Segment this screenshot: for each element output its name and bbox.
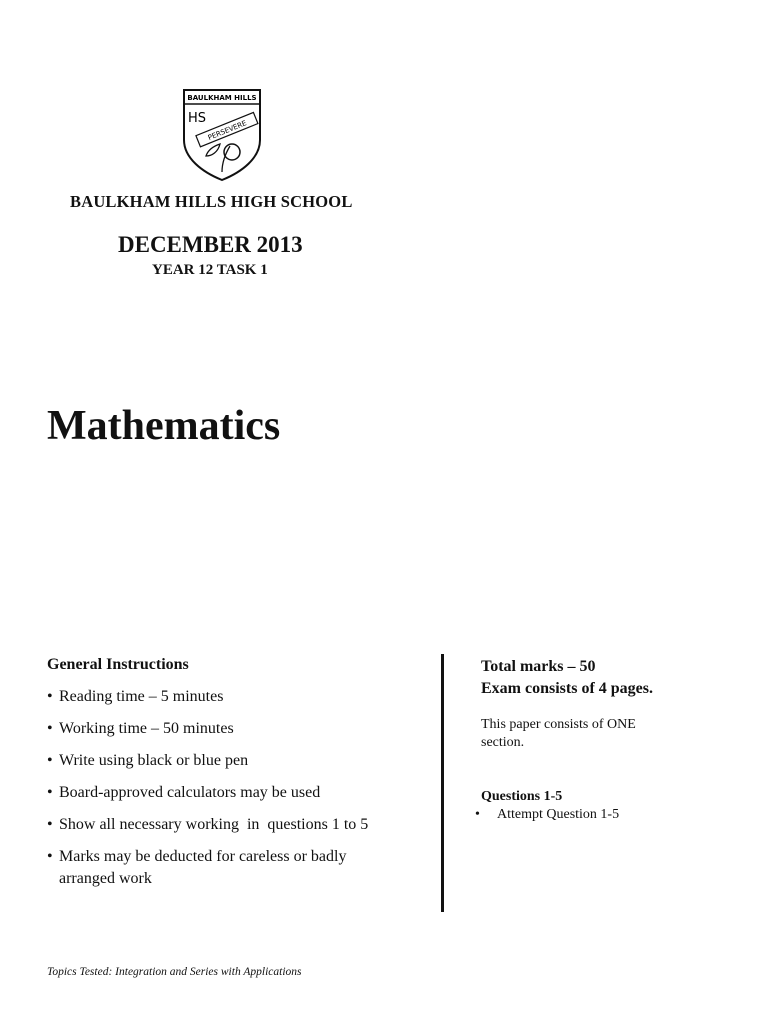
bullet-icon: • (475, 807, 480, 822)
school-crest-logo (180, 86, 264, 182)
instruction-item: • Write using black or blue pen (47, 750, 427, 772)
instruction-item: • Marks may be deducted for careless or badly arranged work (47, 846, 389, 890)
general-instructions-title: General Instructions (47, 656, 189, 673)
crest-initials: HS (188, 111, 207, 126)
exam-date: DECEMBER 2013 (118, 232, 303, 257)
questions-item-text: Attempt Question 1-5 (497, 807, 620, 822)
questions-item (475, 807, 619, 823)
instruction-item: • Show all necessary working in questions 1 to 5 (47, 814, 427, 836)
instruction-item: • Reading time – 5 minutes (47, 686, 427, 708)
instruction-item: • Board-approved calculators may be used (47, 782, 427, 804)
topics-tested: Topics Tested: Integration and Series with Applications (47, 966, 302, 978)
crest-motto: PERSEVERE (206, 119, 248, 142)
instruction-item: • Working time – 50 minutes (47, 718, 427, 740)
crest-top-text: BAULKHAM HILLS (187, 94, 257, 102)
questions-title: Questions 1-5 (481, 789, 563, 804)
column-divider (441, 654, 444, 912)
total-marks: Total marks – 50 (481, 658, 596, 675)
page-count: Exam consists of 4 pages. (481, 680, 654, 697)
general-instructions-list (47, 686, 427, 900)
task-label: YEAR 12 TASK 1 (152, 262, 268, 278)
section-note: This paper consists of ONE section. (481, 717, 636, 750)
subject-title: Mathematics (47, 403, 281, 449)
school-name: BAULKHAM HILLS HIGH SCHOOL (70, 192, 353, 211)
